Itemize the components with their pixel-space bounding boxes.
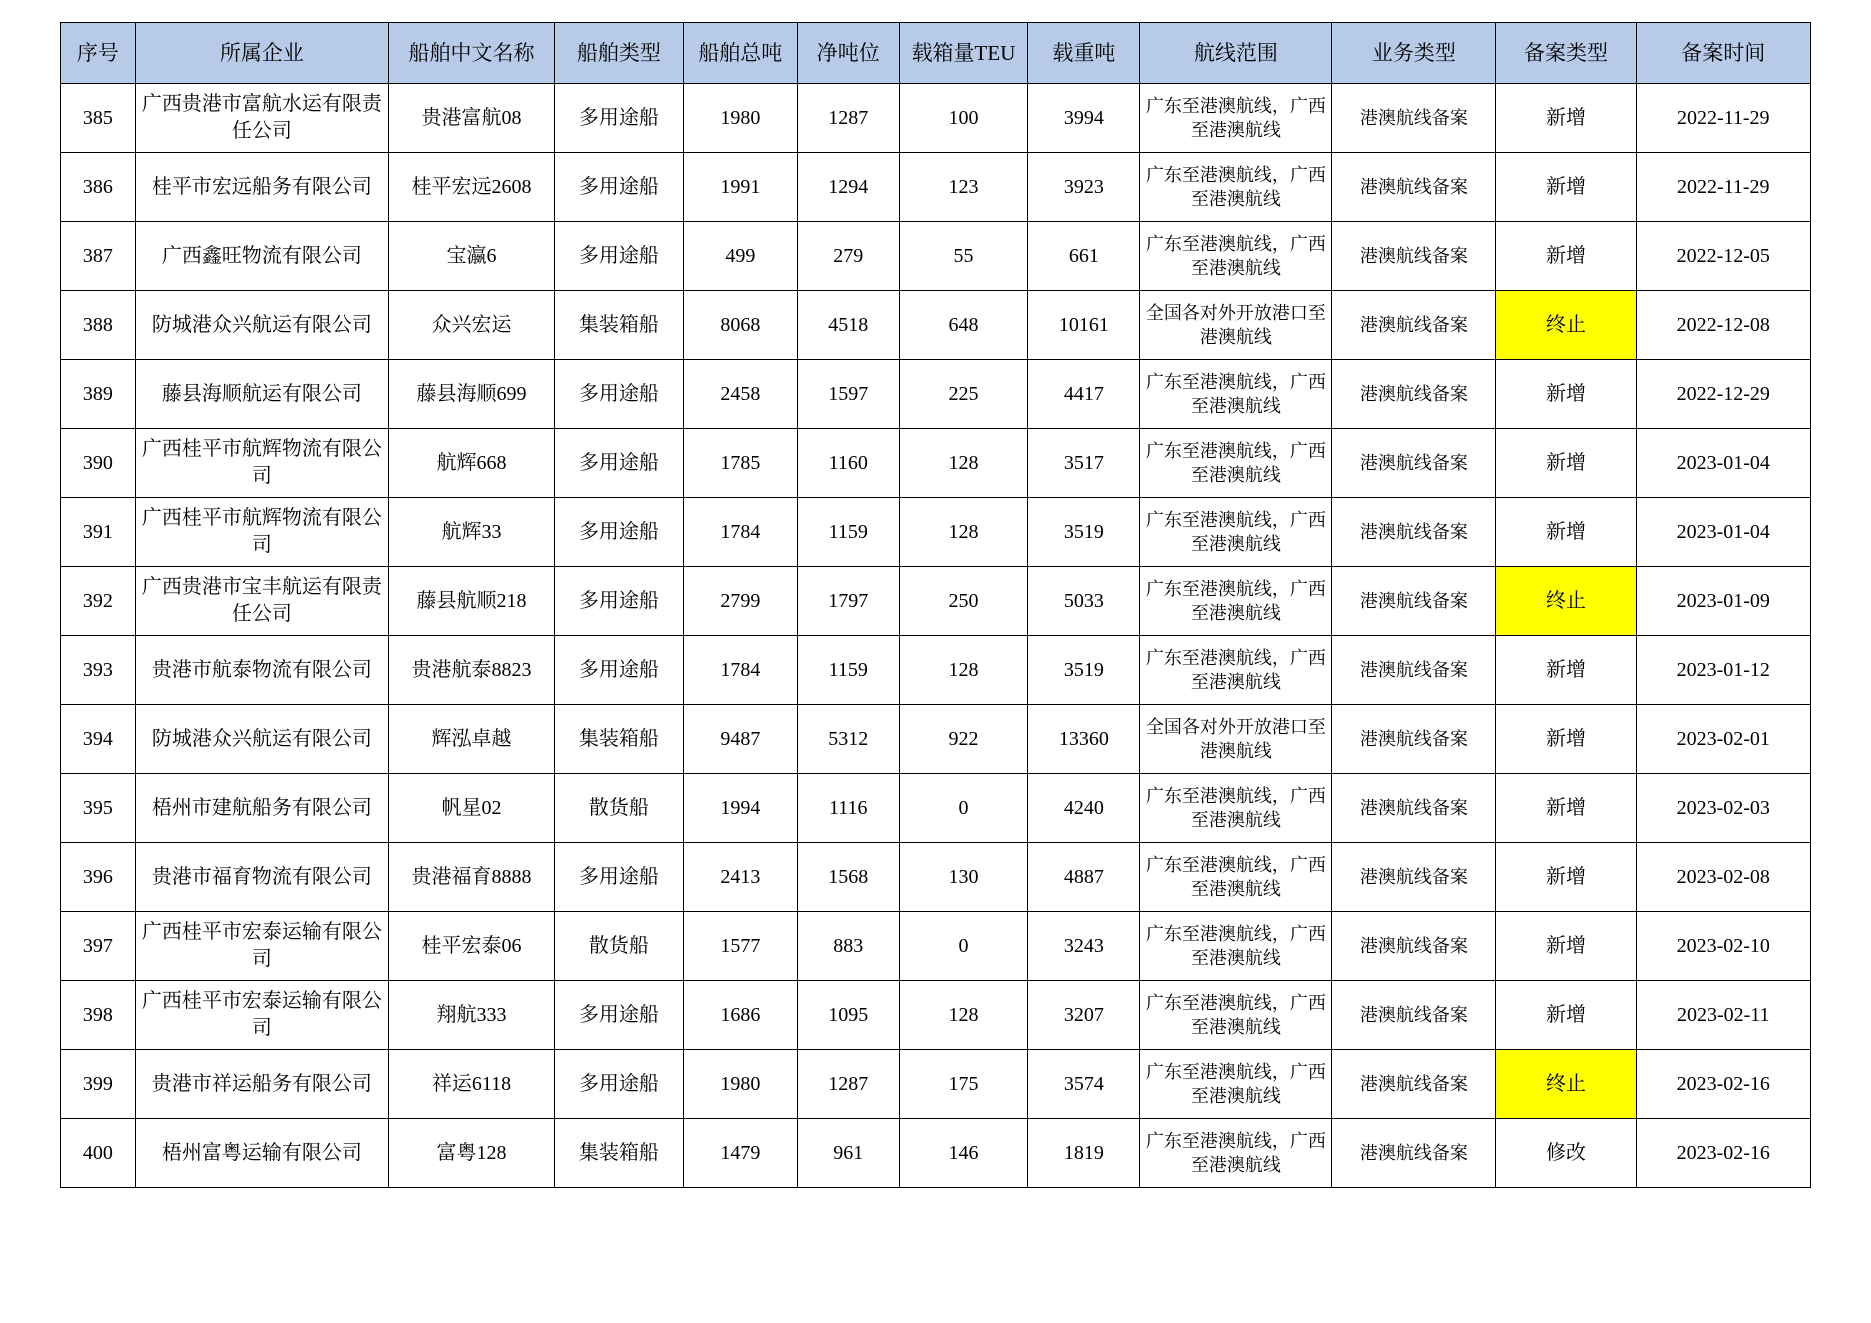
cell-route-range: 广东至港澳航线，广西至港澳航线 xyxy=(1140,429,1332,498)
cell-gross-tonnage: 499 xyxy=(683,222,797,291)
cell-ship-name: 富粤128 xyxy=(388,1119,554,1188)
cell-business-type: 港澳航线备案 xyxy=(1332,429,1496,498)
cell-company: 贵港市航泰物流有限公司 xyxy=(135,636,388,705)
column-header-ship-name: 船舶中文名称 xyxy=(388,23,554,84)
cell-record-time: 2023-02-16 xyxy=(1636,1050,1810,1119)
cell-ship-type: 多用途船 xyxy=(555,567,684,636)
cell-teu: 175 xyxy=(899,1050,1028,1119)
cell-teu: 128 xyxy=(899,429,1028,498)
cell-company: 广西贵港市富航水运有限责任公司 xyxy=(135,84,388,153)
cell-ship-type: 多用途船 xyxy=(555,1050,684,1119)
cell-route-range: 广东至港澳航线，广西至港澳航线 xyxy=(1140,1119,1332,1188)
cell-gross-tonnage: 2458 xyxy=(683,360,797,429)
cell-teu: 648 xyxy=(899,291,1028,360)
cell-index: 398 xyxy=(61,981,136,1050)
cell-index: 397 xyxy=(61,912,136,981)
cell-deadweight: 3519 xyxy=(1028,498,1140,567)
cell-net-tonnage: 4518 xyxy=(797,291,899,360)
cell-ship-type: 多用途船 xyxy=(555,498,684,567)
cell-deadweight: 3574 xyxy=(1028,1050,1140,1119)
table-row xyxy=(61,360,1811,429)
table-row xyxy=(61,981,1811,1050)
cell-deadweight: 4417 xyxy=(1028,360,1140,429)
cell-deadweight: 10161 xyxy=(1028,291,1140,360)
cell-record-type: 新增 xyxy=(1496,222,1636,291)
cell-deadweight: 1819 xyxy=(1028,1119,1140,1188)
cell-business-type: 港澳航线备案 xyxy=(1332,774,1496,843)
cell-record-time: 2023-01-04 xyxy=(1636,498,1810,567)
cell-ship-name: 贵港富航08 xyxy=(388,84,554,153)
cell-company: 贵港市福育物流有限公司 xyxy=(135,843,388,912)
cell-business-type: 港澳航线备案 xyxy=(1332,912,1496,981)
cell-record-time: 2023-02-10 xyxy=(1636,912,1810,981)
cell-record-type: 新增 xyxy=(1496,981,1636,1050)
table-row xyxy=(61,222,1811,291)
column-header-gross-tonnage: 船舶总吨 xyxy=(683,23,797,84)
cell-gross-tonnage: 1994 xyxy=(683,774,797,843)
cell-ship-type: 多用途船 xyxy=(555,636,684,705)
cell-ship-name: 祥运6118 xyxy=(388,1050,554,1119)
cell-company: 防城港众兴航运有限公司 xyxy=(135,291,388,360)
cell-business-type: 港澳航线备案 xyxy=(1332,1119,1496,1188)
cell-net-tonnage: 5312 xyxy=(797,705,899,774)
cell-ship-type: 散货船 xyxy=(555,912,684,981)
column-header-company: 所属企业 xyxy=(135,23,388,84)
cell-index: 400 xyxy=(61,1119,136,1188)
table-row xyxy=(61,705,1811,774)
cell-index: 391 xyxy=(61,498,136,567)
table-row xyxy=(61,1050,1811,1119)
cell-gross-tonnage: 1784 xyxy=(683,636,797,705)
cell-record-type: 新增 xyxy=(1496,360,1636,429)
cell-net-tonnage: 1095 xyxy=(797,981,899,1050)
cell-route-range: 全国各对外开放港口至港澳航线 xyxy=(1140,705,1332,774)
cell-ship-name: 贵港福育8888 xyxy=(388,843,554,912)
cell-business-type: 港澳航线备案 xyxy=(1332,153,1496,222)
cell-ship-type: 集装箱船 xyxy=(555,705,684,774)
cell-ship-name: 宝瀛6 xyxy=(388,222,554,291)
cell-route-range: 广东至港澳航线，广西至港澳航线 xyxy=(1140,1050,1332,1119)
column-header-record-type: 备案类型 xyxy=(1496,23,1636,84)
cell-company: 梧州市建航船务有限公司 xyxy=(135,774,388,843)
cell-ship-name: 众兴宏运 xyxy=(388,291,554,360)
cell-deadweight: 3519 xyxy=(1028,636,1140,705)
cell-teu: 146 xyxy=(899,1119,1028,1188)
cell-business-type: 港澳航线备案 xyxy=(1332,84,1496,153)
cell-net-tonnage: 1294 xyxy=(797,153,899,222)
cell-teu: 0 xyxy=(899,774,1028,843)
cell-record-type: 新增 xyxy=(1496,153,1636,222)
cell-record-time: 2023-01-12 xyxy=(1636,636,1810,705)
cell-ship-type: 多用途船 xyxy=(555,981,684,1050)
cell-record-type: 新增 xyxy=(1496,774,1636,843)
table-row xyxy=(61,498,1811,567)
table-row xyxy=(61,1119,1811,1188)
cell-gross-tonnage: 1479 xyxy=(683,1119,797,1188)
cell-record-type: 终止 xyxy=(1496,1050,1636,1119)
cell-route-range: 广东至港澳航线，广西至港澳航线 xyxy=(1140,981,1332,1050)
cell-company: 贵港市祥运船务有限公司 xyxy=(135,1050,388,1119)
cell-record-type: 修改 xyxy=(1496,1119,1636,1188)
cell-ship-type: 多用途船 xyxy=(555,360,684,429)
column-header-teu: 载箱量TEU xyxy=(899,23,1028,84)
cell-index: 387 xyxy=(61,222,136,291)
cell-ship-type: 集装箱船 xyxy=(555,291,684,360)
cell-ship-name: 帆星02 xyxy=(388,774,554,843)
cell-gross-tonnage: 9487 xyxy=(683,705,797,774)
cell-deadweight: 13360 xyxy=(1028,705,1140,774)
table-header-row xyxy=(61,23,1811,84)
cell-record-type: 新增 xyxy=(1496,636,1636,705)
column-header-index: 序号 xyxy=(61,23,136,84)
cell-ship-name: 航辉668 xyxy=(388,429,554,498)
cell-ship-name: 航辉33 xyxy=(388,498,554,567)
table-body xyxy=(61,84,1811,1188)
cell-route-range: 广东至港澳航线，广西至港澳航线 xyxy=(1140,567,1332,636)
table-row xyxy=(61,84,1811,153)
cell-company: 广西鑫旺物流有限公司 xyxy=(135,222,388,291)
cell-deadweight: 3243 xyxy=(1028,912,1140,981)
cell-record-type: 新增 xyxy=(1496,498,1636,567)
cell-index: 388 xyxy=(61,291,136,360)
column-header-business-type: 业务类型 xyxy=(1332,23,1496,84)
cell-business-type: 港澳航线备案 xyxy=(1332,843,1496,912)
cell-index: 396 xyxy=(61,843,136,912)
cell-net-tonnage: 1159 xyxy=(797,498,899,567)
cell-net-tonnage: 883 xyxy=(797,912,899,981)
cell-record-time: 2023-02-01 xyxy=(1636,705,1810,774)
column-header-ship-type: 船舶类型 xyxy=(555,23,684,84)
cell-net-tonnage: 1597 xyxy=(797,360,899,429)
cell-record-time: 2023-02-16 xyxy=(1636,1119,1810,1188)
cell-route-range: 广东至港澳航线，广西至港澳航线 xyxy=(1140,912,1332,981)
cell-record-type: 终止 xyxy=(1496,291,1636,360)
cell-record-type: 新增 xyxy=(1496,843,1636,912)
cell-ship-type: 多用途船 xyxy=(555,153,684,222)
cell-gross-tonnage: 1991 xyxy=(683,153,797,222)
table-row xyxy=(61,429,1811,498)
cell-record-time: 2022-11-29 xyxy=(1636,84,1810,153)
cell-record-type: 新增 xyxy=(1496,705,1636,774)
cell-ship-type: 多用途船 xyxy=(555,84,684,153)
cell-index: 390 xyxy=(61,429,136,498)
cell-record-time: 2023-02-03 xyxy=(1636,774,1810,843)
table-row xyxy=(61,912,1811,981)
cell-company: 桂平市宏远船务有限公司 xyxy=(135,153,388,222)
cell-index: 393 xyxy=(61,636,136,705)
table-row xyxy=(61,291,1811,360)
cell-business-type: 港澳航线备案 xyxy=(1332,498,1496,567)
cell-business-type: 港澳航线备案 xyxy=(1332,1050,1496,1119)
cell-net-tonnage: 279 xyxy=(797,222,899,291)
ship-registration-table xyxy=(60,22,1811,1188)
cell-record-time: 2023-02-08 xyxy=(1636,843,1810,912)
cell-company: 梧州富粤运输有限公司 xyxy=(135,1119,388,1188)
cell-index: 389 xyxy=(61,360,136,429)
cell-deadweight: 3923 xyxy=(1028,153,1140,222)
cell-record-time: 2022-12-29 xyxy=(1636,360,1810,429)
cell-record-type: 终止 xyxy=(1496,567,1636,636)
cell-record-time: 2022-12-08 xyxy=(1636,291,1810,360)
cell-route-range: 广东至港澳航线，广西至港澳航线 xyxy=(1140,636,1332,705)
cell-index: 385 xyxy=(61,84,136,153)
cell-teu: 250 xyxy=(899,567,1028,636)
cell-business-type: 港澳航线备案 xyxy=(1332,981,1496,1050)
cell-deadweight: 661 xyxy=(1028,222,1140,291)
column-header-net-tonnage: 净吨位 xyxy=(797,23,899,84)
cell-net-tonnage: 1568 xyxy=(797,843,899,912)
column-header-deadweight: 载重吨 xyxy=(1028,23,1140,84)
cell-index: 392 xyxy=(61,567,136,636)
cell-gross-tonnage: 1980 xyxy=(683,1050,797,1119)
cell-company: 广西桂平市宏泰运输有限公司 xyxy=(135,981,388,1050)
table-row xyxy=(61,636,1811,705)
cell-teu: 128 xyxy=(899,636,1028,705)
cell-deadweight: 4240 xyxy=(1028,774,1140,843)
cell-gross-tonnage: 1577 xyxy=(683,912,797,981)
cell-ship-name: 藤县航顺218 xyxy=(388,567,554,636)
cell-record-time: 2023-01-04 xyxy=(1636,429,1810,498)
cell-ship-name: 翔航333 xyxy=(388,981,554,1050)
cell-net-tonnage: 1159 xyxy=(797,636,899,705)
cell-net-tonnage: 1160 xyxy=(797,429,899,498)
cell-net-tonnage: 1797 xyxy=(797,567,899,636)
cell-ship-name: 辉泓卓越 xyxy=(388,705,554,774)
table-header xyxy=(61,23,1811,84)
cell-ship-name: 桂平宏泰06 xyxy=(388,912,554,981)
cell-record-time: 2022-11-29 xyxy=(1636,153,1810,222)
column-header-route-range: 航线范围 xyxy=(1140,23,1332,84)
cell-gross-tonnage: 1784 xyxy=(683,498,797,567)
cell-deadweight: 5033 xyxy=(1028,567,1140,636)
cell-record-time: 2023-02-11 xyxy=(1636,981,1810,1050)
cell-teu: 100 xyxy=(899,84,1028,153)
cell-company: 广西桂平市宏泰运输有限公司 xyxy=(135,912,388,981)
cell-gross-tonnage: 2799 xyxy=(683,567,797,636)
cell-teu: 123 xyxy=(899,153,1028,222)
cell-record-type: 新增 xyxy=(1496,429,1636,498)
cell-route-range: 广东至港澳航线，广西至港澳航线 xyxy=(1140,153,1332,222)
cell-teu: 55 xyxy=(899,222,1028,291)
cell-teu: 922 xyxy=(899,705,1028,774)
cell-teu: 225 xyxy=(899,360,1028,429)
cell-gross-tonnage: 8068 xyxy=(683,291,797,360)
cell-business-type: 港澳航线备案 xyxy=(1332,222,1496,291)
cell-index: 399 xyxy=(61,1050,136,1119)
cell-company: 广西桂平市航辉物流有限公司 xyxy=(135,498,388,567)
cell-ship-type: 集装箱船 xyxy=(555,1119,684,1188)
cell-company: 广西桂平市航辉物流有限公司 xyxy=(135,429,388,498)
cell-record-time: 2022-12-05 xyxy=(1636,222,1810,291)
cell-gross-tonnage: 1686 xyxy=(683,981,797,1050)
cell-record-time: 2023-01-09 xyxy=(1636,567,1810,636)
cell-teu: 0 xyxy=(899,912,1028,981)
cell-teu: 128 xyxy=(899,981,1028,1050)
cell-route-range: 广东至港澳航线，广西至港澳航线 xyxy=(1140,360,1332,429)
cell-ship-type: 多用途船 xyxy=(555,843,684,912)
cell-gross-tonnage: 1980 xyxy=(683,84,797,153)
cell-index: 386 xyxy=(61,153,136,222)
cell-route-range: 广东至港澳航线，广西至港澳航线 xyxy=(1140,498,1332,567)
cell-business-type: 港澳航线备案 xyxy=(1332,291,1496,360)
cell-company: 广西贵港市宝丰航运有限责任公司 xyxy=(135,567,388,636)
cell-route-range: 广东至港澳航线，广西至港澳航线 xyxy=(1140,84,1332,153)
cell-route-range: 广东至港澳航线，广西至港澳航线 xyxy=(1140,222,1332,291)
cell-ship-type: 多用途船 xyxy=(555,222,684,291)
cell-ship-type: 散货船 xyxy=(555,774,684,843)
cell-company: 藤县海顺航运有限公司 xyxy=(135,360,388,429)
cell-ship-name: 藤县海顺699 xyxy=(388,360,554,429)
cell-company: 防城港众兴航运有限公司 xyxy=(135,705,388,774)
cell-teu: 130 xyxy=(899,843,1028,912)
cell-deadweight: 3517 xyxy=(1028,429,1140,498)
cell-teu: 128 xyxy=(899,498,1028,567)
cell-record-type: 新增 xyxy=(1496,912,1636,981)
cell-route-range: 广东至港澳航线，广西至港澳航线 xyxy=(1140,843,1332,912)
table-row xyxy=(61,843,1811,912)
cell-gross-tonnage: 2413 xyxy=(683,843,797,912)
cell-index: 394 xyxy=(61,705,136,774)
cell-net-tonnage: 1287 xyxy=(797,84,899,153)
cell-business-type: 港澳航线备案 xyxy=(1332,636,1496,705)
cell-ship-name: 贵港航泰8823 xyxy=(388,636,554,705)
table-row xyxy=(61,774,1811,843)
cell-net-tonnage: 1287 xyxy=(797,1050,899,1119)
cell-business-type: 港澳航线备案 xyxy=(1332,705,1496,774)
cell-route-range: 全国各对外开放港口至港澳航线 xyxy=(1140,291,1332,360)
cell-index: 395 xyxy=(61,774,136,843)
cell-deadweight: 4887 xyxy=(1028,843,1140,912)
column-header-record-time: 备案时间 xyxy=(1636,23,1810,84)
cell-record-type: 新增 xyxy=(1496,84,1636,153)
cell-ship-type: 多用途船 xyxy=(555,429,684,498)
cell-business-type: 港澳航线备案 xyxy=(1332,567,1496,636)
cell-gross-tonnage: 1785 xyxy=(683,429,797,498)
cell-ship-name: 桂平宏远2608 xyxy=(388,153,554,222)
cell-net-tonnage: 961 xyxy=(797,1119,899,1188)
cell-route-range: 广东至港澳航线，广西至港澳航线 xyxy=(1140,774,1332,843)
cell-deadweight: 3207 xyxy=(1028,981,1140,1050)
table-row xyxy=(61,153,1811,222)
cell-business-type: 港澳航线备案 xyxy=(1332,360,1496,429)
cell-deadweight: 3994 xyxy=(1028,84,1140,153)
cell-net-tonnage: 1116 xyxy=(797,774,899,843)
table-row xyxy=(61,567,1811,636)
